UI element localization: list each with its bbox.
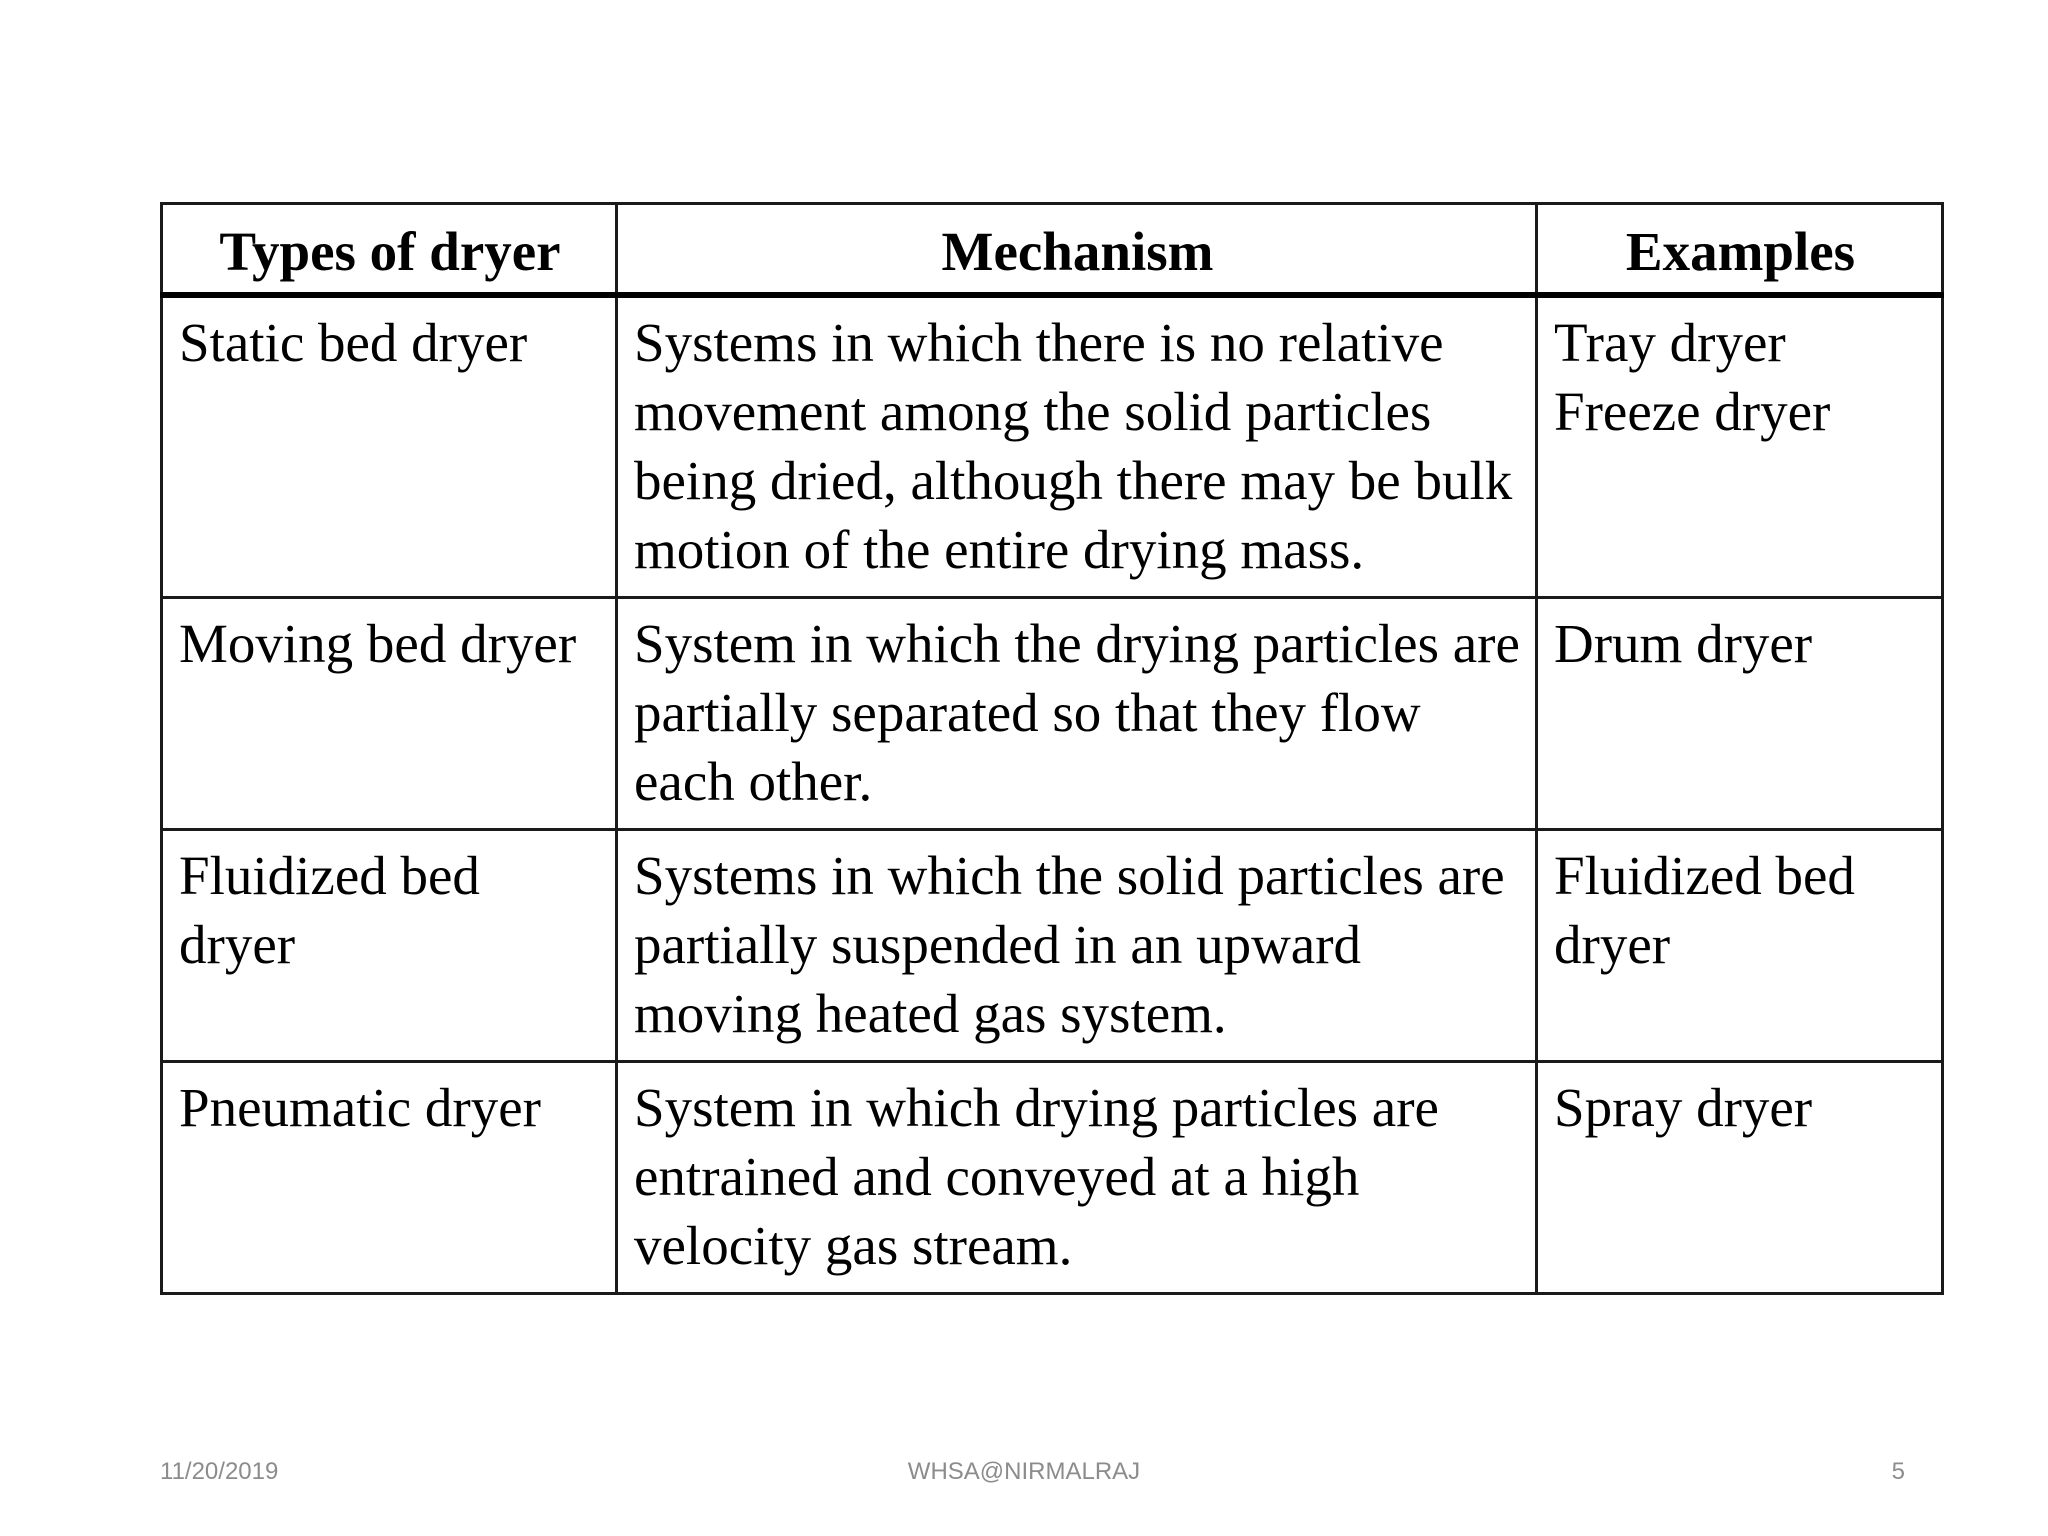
footer-date: 11/20/2019 [160, 1458, 279, 1485]
example-item: Fluidized bed dryer [1554, 845, 1855, 975]
table-row [162, 1062, 1943, 1294]
example-item: Drum dryer [1554, 613, 1813, 674]
examples-cell [1537, 1062, 1943, 1294]
dryer-type-cell: Fluidized bed dryer [162, 830, 617, 1062]
dryer-type-cell: Pneumatic dryer [162, 1062, 617, 1294]
table-row [162, 830, 1943, 1062]
table-header-row [162, 204, 1943, 296]
dryer-types-table [160, 202, 1944, 1295]
mechanism-cell: Systems in which the solid particles are partially suspended in an upward moving heated gas system. [617, 830, 1537, 1062]
header-examples: Examples [1537, 204, 1943, 296]
mechanism-cell: Systems in which there is no relative movement among the solid particles being dried, although there may be bulk motion of the entire drying mass. [617, 295, 1537, 598]
table-row [162, 598, 1943, 830]
examples-cell [1537, 830, 1943, 1062]
example-item: Spray dryer [1554, 1077, 1813, 1138]
header-types-of-dryer: Types of dryer [162, 204, 617, 296]
mechanism-cell: System in which drying particles are entrained and conveyed at a high velocity gas stream. [617, 1062, 1537, 1294]
header-mechanism: Mechanism [617, 204, 1537, 296]
example-item: Freeze dryer [1554, 381, 1831, 442]
examples-cell [1537, 598, 1943, 830]
footer-author: WHSA@NIRMALRAJ [907, 1458, 1141, 1485]
table-row [162, 295, 1943, 598]
dryer-type-cell: Static bed dryer [162, 295, 617, 598]
dryer-type-cell: Moving bed dryer [162, 598, 617, 830]
examples-cell [1537, 295, 1943, 598]
mechanism-cell: System in which the drying particles are partially separated so that they flow each other. [617, 598, 1537, 830]
example-item: Tray dryer [1554, 312, 1786, 373]
slide-number: 5 [1891, 1458, 1905, 1485]
